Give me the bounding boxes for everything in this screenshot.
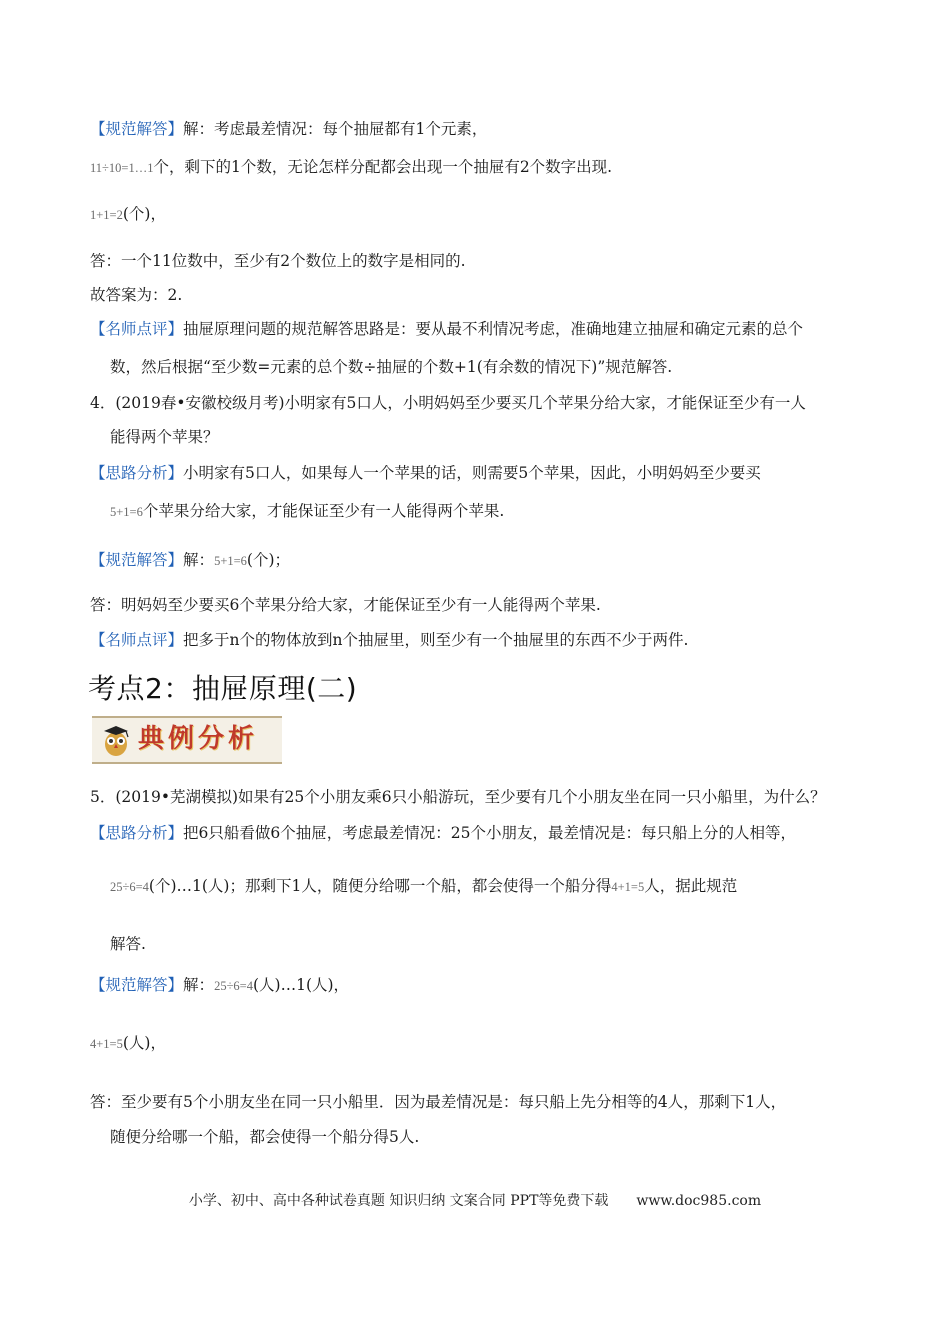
line-16: 【思路分析】把6只船看做6个抽屉，考虑最差情况：25个小朋友，最差情况是：每只船上分的人相等， (90, 824, 796, 842)
math-expression: 25÷6=4 (214, 979, 253, 993)
line-15: 5．(2019•芜湖模拟)如果有25个小朋友乘6只小船游玩，至少要有几个小朋友坐在同一只小船里，为什么？ (90, 788, 826, 806)
line-7: 数，然后根据“至少数=元素的总个数÷抽屉的个数+1(有余数的情况下)”规范解答. (110, 358, 673, 376)
example-analysis-badge (92, 716, 282, 764)
math-expression: 4+1=5 (611, 880, 645, 894)
math-expression: 25÷6=4 (110, 880, 149, 894)
section-title: 考点2：抽屉原理(二) (88, 672, 358, 705)
line-17: 25÷6=4(个)…1(人)；那剩下1人，随便分给哪一个船，都会使得一个船分得4+1=5人，据此规范 (110, 877, 738, 895)
line-6: 【名师点评】抽屉原理问题的规范解答思路是：要从最不利情况考虑，准确地建立抽屉和确定元素的总个 (90, 320, 804, 338)
math-expression: 11÷10=1…1 (90, 161, 154, 175)
line-4: 答：一个11位数中，至少有2个数位上的数字是相同的. (90, 252, 466, 270)
math-expression: 1+1=2 (90, 208, 123, 222)
line-13: 答：明妈妈至少要买6个苹果分给大家，才能保证至少有一人能得两个苹果. (90, 596, 601, 614)
line-19: 【规范解答】解：25÷6=4(人)…1(人)， (90, 976, 350, 994)
tag-standard-solution: 【规范解答】 (90, 551, 184, 569)
footer-text: 小学、初中、高中各种试卷真题 知识归纳 文案合同 PPT等免费下载 (188, 1193, 609, 1209)
tag-standard-solution: 【规范解答】 (90, 976, 184, 994)
math-expression: 5+1=6 (110, 505, 143, 519)
math-expression: 5+1=6 (214, 554, 247, 568)
tag-analysis: 【思路分析】 (90, 464, 184, 482)
tag-teacher-comment: 【名师点评】 (90, 320, 184, 338)
line-14: 【名师点评】把多于n个的物体放到n个抽屉里，则至少有一个抽屉里的东西不少于两件. (90, 631, 689, 649)
line-10: 【思路分析】小明家有5口人，如果每人一个苹果的话，则需要5个苹果，因此，小明妈妈至少要买 (90, 464, 761, 482)
math-expression: 4+1=5 (90, 1037, 123, 1051)
line-8: 4．(2019春•安徽校级月考)小明家有5口人，小明妈妈至少要买几个苹果分给大家，才能保证至少有一人 (90, 394, 806, 412)
line-1: 【规范解答】解：考虑最差情况：每个抽屉都有1个元素， (90, 120, 488, 138)
page-footer (0, 1191, 950, 1211)
line-5: 故答案为：2. (90, 286, 183, 304)
line-9: 能得两个苹果？ (110, 428, 219, 446)
tag-standard-solution: 【规范解答】 (90, 120, 184, 138)
owl-mascot-icon (98, 722, 134, 758)
line-2: 11÷10=1…1个，剩下的1个数，无论怎样分配都会出现一个抽屉有2个数字出现. (90, 158, 613, 176)
line-18: 解答. (110, 935, 146, 953)
line-3: 1+1=2(个)， (90, 205, 166, 223)
line-11: 5+1=6个苹果分给大家，才能保证至少有一人能得两个苹果. (110, 502, 505, 520)
badge-label: 典例分析 (138, 724, 259, 754)
tag-teacher-comment: 【名师点评】 (90, 631, 184, 649)
line-21: 答：至少要有5个小朋友坐在同一只小船里．因为最差情况是：每只船上先分相等的4人，那剩下1人， (90, 1093, 787, 1111)
tag-analysis: 【思路分析】 (90, 824, 184, 842)
line-22: 随便分给哪一个船，都会使得一个船分得5人. (110, 1128, 420, 1146)
footer-link[interactable]: www.doc985.com (636, 1193, 762, 1209)
line-20: 4+1=5(人)， (90, 1034, 166, 1052)
line-12: 【规范解答】解：5+1=6(个)； (90, 551, 291, 569)
